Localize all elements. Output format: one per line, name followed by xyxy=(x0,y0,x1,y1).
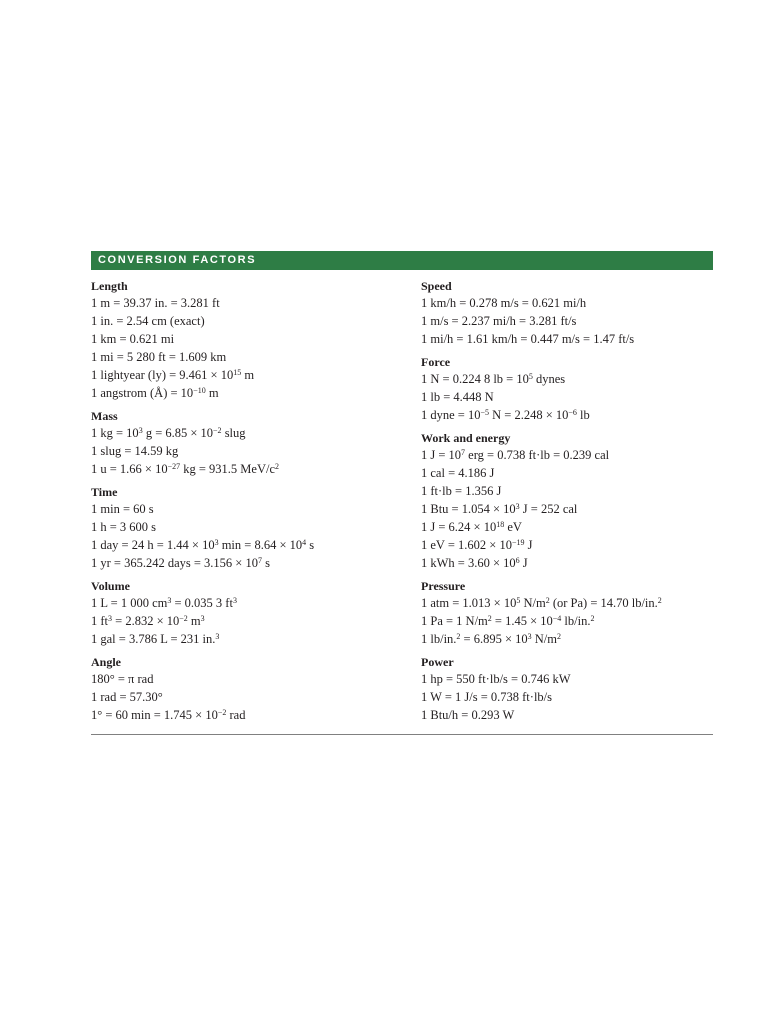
conversion-line: 1 $lb/in.^2 = 6.895 \times 10^3$ $N/m^2$ xyxy=(421,632,562,646)
right-column xyxy=(421,279,713,731)
conversion-line: 1 hp = 550 ft·lb/s = 0.746 kW xyxy=(421,672,571,686)
conversion-line: 1 L = 1 000 $cm^3 = 0.035$ 3 $ft^3$ xyxy=(91,596,237,610)
section-power xyxy=(421,655,713,724)
section-title: Speed xyxy=(421,279,452,293)
section-time xyxy=(91,485,421,572)
conversion-line: 1 min = 60 s xyxy=(91,502,154,516)
section-speed xyxy=(421,279,713,348)
section-force xyxy=(421,355,713,424)
conversion-line: 1 mi/h = 1.61 km/h = 0.447 m/s = 1.47 ft/s xyxy=(421,332,635,346)
conversion-line: 1 dyne = $10^{-5}$ $N = 2.248 \times 10^{-6}$ lb xyxy=(421,408,590,422)
conversion-line: 1 kg = $10^3$ $g = 6.85 \times 10^{-2}$ slug xyxy=(91,426,246,440)
conversion-line: 1 yr = 365.242 days = $3.156 \times 10^7$ s xyxy=(91,556,270,570)
table-bottom-rule xyxy=(91,734,713,735)
conversion-line: 1 lightyear $(ly) = 9.461 \times 10^{15}$ m xyxy=(91,368,255,382)
conversion-line: 1 W = 1 J/s = 0.738 ft·lb/s xyxy=(421,690,553,704)
section-title: Work and energy xyxy=(421,431,511,445)
conversion-line: 1 $J = 6.24 \times 10^{18}$ eV xyxy=(421,520,522,534)
table-title: CONVERSION FACTORS xyxy=(91,251,713,270)
conversion-line: 1 Btu/h = 0.293 W xyxy=(421,708,515,722)
conversion-line: 1 day = 24 $h = 1.44 \times 10^3$ $\min = 8.64 \times 10^4$ s xyxy=(91,538,315,552)
conversion-line: 1° = 60 $\min = 1.745 \times 10^{-2}$ rad xyxy=(91,708,246,722)
conversion-line: 1 $u = 1.66 \times 10^{-27}$ kg = 931.5 MeV/$c^2$ xyxy=(91,462,280,476)
section-title: Time xyxy=(91,485,118,499)
conversion-line: 1 angstrom (Å) = $10^{-10}$ m xyxy=(91,386,219,400)
conversion-line: 1 Btu = $1.054 \times 10^3$ J = 252 cal xyxy=(421,502,578,516)
conversion-line: 1 m = 39.37 in. = 3.281 ft xyxy=(91,296,220,310)
conversion-line: 1 km = 0.621 mi xyxy=(91,332,175,346)
section-work-and-energy xyxy=(421,431,713,572)
section-title: Pressure xyxy=(421,579,466,593)
conversion-line: 1 $J = 10^7$ erg = 0.738 ft·lb = 0.239 cal xyxy=(421,448,610,462)
conversion-line: 1 Pa = 1 $N/m^2 = 1.45 \times 10^{-4}$ lb/in.$^2$ xyxy=(421,614,595,628)
section-pressure xyxy=(421,579,713,648)
conversion-line: 1 cal = 4.186 J xyxy=(421,466,495,480)
conversion-line: 1 ft·lb = 1.356 J xyxy=(421,484,502,498)
table-body xyxy=(91,270,713,734)
section-angle xyxy=(91,655,421,724)
conversion-line: 1 rad = 57.30° xyxy=(91,690,163,704)
conversion-line: 1 mi = 5 280 ft = 1.609 km xyxy=(91,350,227,364)
conversion-line: 1 kWh = $3.60 \times 10^6$ J xyxy=(421,556,528,570)
conversion-line: 1 m/s = 2.237 mi/h = 3.281 ft/s xyxy=(421,314,577,328)
conversion-line: 1 atm = $1.013 \times 10^5$ $N/m^2$ (or Pa) = 14.70 lb/in.$^2$ xyxy=(421,596,662,610)
section-title: Mass xyxy=(91,409,118,423)
conversion-line: 1 km/h = 0.278 m/s = 0.621 mi/h xyxy=(421,296,587,310)
conversion-line: 1 eV = $1.602 \times 10^{-19}$ J xyxy=(421,538,533,552)
conversion-factors-table xyxy=(91,251,713,735)
section-title: Force xyxy=(421,355,451,369)
section-title: Volume xyxy=(91,579,130,593)
conversion-line: 1 slug = 14.59 kg xyxy=(91,444,179,458)
section-length xyxy=(91,279,421,402)
conversion-line: 1 h = 3 600 s xyxy=(91,520,157,534)
conversion-line: 1 lb = 4.448 N xyxy=(421,390,494,404)
conversion-line: 1 N = 0.224 8 lb = $10^5$ dynes xyxy=(421,372,566,386)
conversion-line: 1 gal = 3.786 L = 231 in.$^3$ xyxy=(91,632,220,646)
section-mass xyxy=(91,409,421,478)
conversion-line: 1 in. = 2.54 cm (exact) xyxy=(91,314,205,328)
left-column xyxy=(91,279,421,731)
section-title: Power xyxy=(421,655,454,669)
section-title: Angle xyxy=(91,655,121,669)
conversion-line: 180° = π rad xyxy=(91,672,154,686)
section-title: Length xyxy=(91,279,128,293)
section-volume xyxy=(91,579,421,648)
conversion-line: 1 $ft^3 = 2.832 \times 10^{-2}$ $m^3$ xyxy=(91,614,205,628)
